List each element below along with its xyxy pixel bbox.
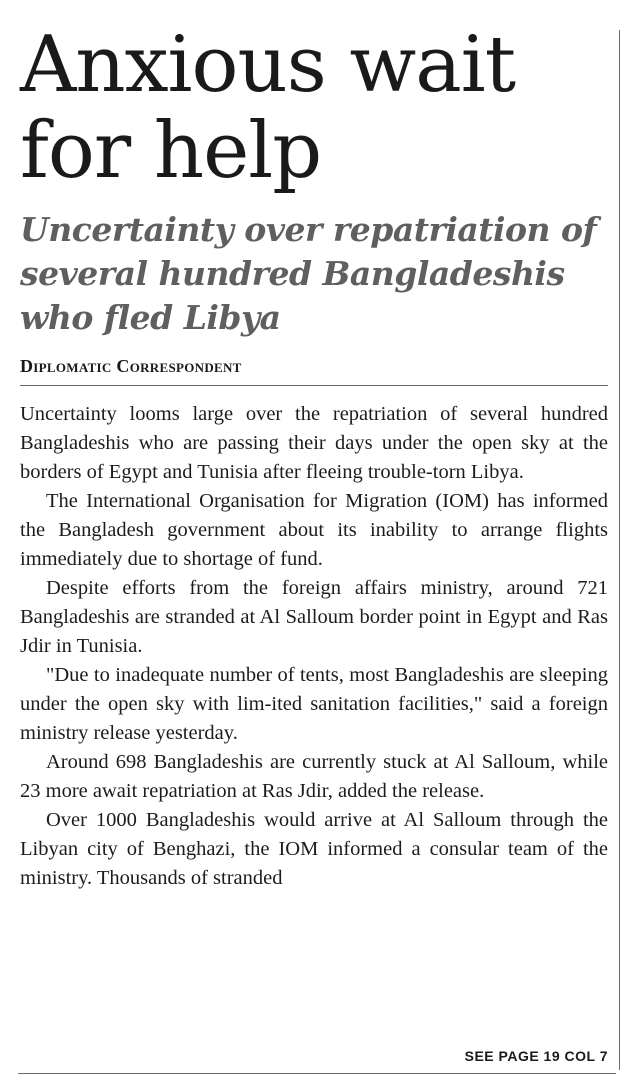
article — [20, 22, 608, 893]
subhead-line-1: Uncertainty over repatriation of — [20, 210, 597, 249]
paragraph-1: Uncertainty looms large over the repatriation of several hundred Bangladeshis who are passing their days under the open sky at the borders of Egypt and Tunisia after fleeing trouble-torn Libya. — [20, 403, 608, 483]
continuation-reference: SEE PAGE 19 COL 7 — [464, 1048, 608, 1064]
subheadline — [20, 208, 608, 340]
headline-line-1: Anxious wait — [20, 20, 516, 110]
byline: Diplomatic Correspondent — [20, 356, 608, 386]
subhead-line-2: several hundred Bangladeshis — [20, 254, 565, 293]
bottom-rule — [18, 1073, 616, 1074]
paragraph-4: "Due to inadequate number of tents, most Bangladeshis are sleeping under the open sky with lim-ited sanitation facilities," said a foreign ministry release yesterday. — [20, 664, 608, 744]
paragraph-5: Around 698 Bangladeshis are currently stuck at Al Salloum, while 23 more await repatriation at Ras Jdir, added the release. — [20, 751, 608, 802]
paragraph-2: The International Organisation for Migration (IOM) has informed the Bangladesh government about its inability to arrange flights immediately due to shortage of fund. — [20, 490, 608, 570]
article-body — [20, 400, 608, 893]
column-rule-right — [619, 30, 620, 1070]
subhead-line-3: who fled Libya — [20, 298, 281, 337]
paragraph-3: Despite efforts from the foreign affairs ministry, around 721 Bangladeshis are stranded at Al Salloum border point in Egypt and Ras Jdir in Tunisia. — [20, 577, 608, 657]
headline — [20, 22, 608, 194]
headline-line-2: for help — [20, 106, 322, 196]
paragraph-6: Over 1000 Bangladeshis would arrive at Al Salloum through the Libyan city of Benghazi, the IOM informed a consular team of the ministry. Thousands of stranded — [20, 809, 608, 889]
